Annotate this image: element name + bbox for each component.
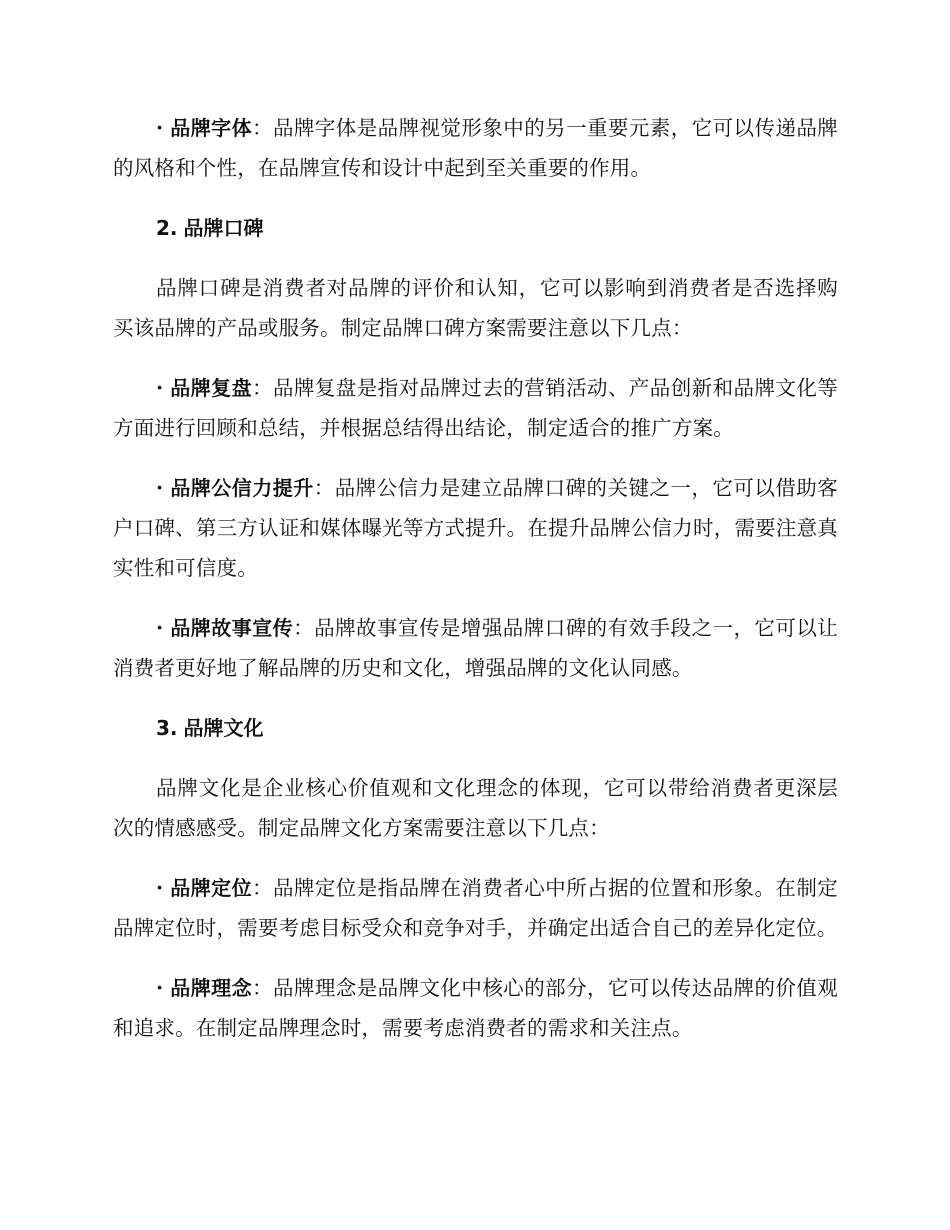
bullet-separator: ：	[252, 976, 273, 1000]
section-title: 品牌文化	[183, 716, 264, 740]
bullet-term: 品牌定位	[170, 876, 253, 900]
bullet-term: 品牌理念	[170, 976, 253, 1000]
bullet-separator: ：	[313, 476, 335, 500]
document-page	[113, 108, 838, 1068]
bullet-marker: ·	[156, 116, 164, 140]
bullet-term: 品牌字体	[170, 116, 253, 140]
bullet-marker: ·	[156, 476, 164, 500]
bullet-separator: ：	[252, 116, 273, 140]
bullet-term: 品牌公信力提升	[170, 476, 314, 500]
bullet-item-brand-review	[113, 368, 838, 448]
bullet-text: 品牌理念是品牌文化中核心的部分，它可以传达品牌的价值观和追求。在制定品牌理念时，需要考虑消费者的需求和关注点。	[113, 976, 838, 1040]
section-heading-brand-culture	[113, 708, 838, 748]
bullet-item-brand-font	[113, 108, 838, 188]
section-number: 3.	[156, 716, 178, 740]
bullet-marker: ·	[156, 376, 164, 400]
bullet-term: 品牌故事宣传	[170, 616, 294, 640]
bullet-marker: ·	[156, 976, 164, 1000]
section-title: 品牌口碑	[183, 216, 264, 240]
bullet-text: 品牌复盘是指对品牌过去的营销活动、产品创新和品牌文化等方面进行回顾和总结，并根据总结得出结论，制定适合的推广方案。	[113, 376, 838, 440]
bullet-item-brand-story	[113, 608, 838, 688]
bullet-separator: ：	[293, 616, 315, 640]
bullet-text: 品牌公信力是建立品牌口碑的关键之一，它可以借助客户口碑、第三方认证和媒体曝光等方式提升。在提升品牌公信力时，需要注意真实性和可信度。	[113, 476, 838, 580]
bullet-text: 品牌定位是指品牌在消费者心中所占据的位置和形象。在制定品牌定位时，需要考虑目标受众和竞争对手，并确定出适合自己的差异化定位。	[113, 876, 838, 940]
bullet-item-brand-philosophy	[113, 968, 838, 1048]
bullet-item-brand-positioning	[113, 868, 838, 948]
bullet-separator: ：	[252, 876, 273, 900]
bullet-marker: ·	[156, 876, 164, 900]
bullet-separator: ：	[252, 376, 273, 400]
bullet-marker: ·	[156, 616, 164, 640]
section-number: 2.	[156, 216, 178, 240]
bullet-item-brand-credibility	[113, 468, 838, 588]
bullet-text: 品牌字体是品牌视觉形象中的另一重要元素，它可以传递品牌的风格和个性，在品牌宣传和设计中起到至关重要的作用。	[113, 116, 838, 180]
paragraph-brand-reputation-intro: 品牌口碑是消费者对品牌的评价和认知，它可以影响到消费者是否选择购买该品牌的产品或服务。制定品牌口碑方案需要注意以下几点：	[113, 276, 838, 340]
paragraph-brand-culture-intro: 品牌文化是企业核心价值观和文化理念的体现，它可以带给消费者更深层次的情感感受。制定品牌文化方案需要注意以下几点：	[113, 776, 838, 840]
bullet-text: 品牌故事宣传是增强品牌口碑的有效手段之一，它可以让消费者更好地了解品牌的历史和文化，增强品牌的文化认同感。	[113, 616, 839, 680]
section-heading-brand-reputation	[113, 208, 838, 248]
bullet-term: 品牌复盘	[170, 376, 253, 400]
